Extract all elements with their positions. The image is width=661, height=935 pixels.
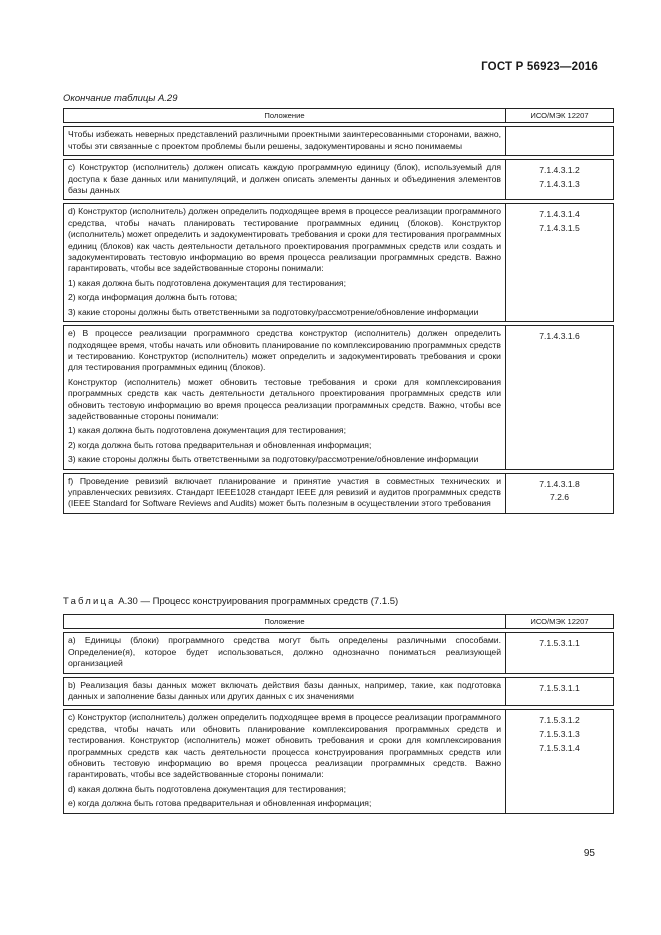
provision-cell — [64, 633, 506, 673]
provision-paragraph: Чтобы избежать неверных представлений различными проектными заинтересованными сторонами, важно, чтобы эти связанные с проектом проблемы были решены, задокументированы и ясно понимаемы — [68, 129, 501, 151]
provision-paragraph: е) когда должна быть готова предварительная и обновленная информация; — [68, 798, 372, 809]
provision-paragraph: с) Конструктор (исполнитель) должен определить подходящее время в процессе реализации программного средства, чтобы начать или обновить планирование комплексирования программных средств и тестирования. Конструктор (исполнитель) может обновить требования и сроки для комплексирования программных средств как часть деятельности процесса конструирования программных средств или обновить тестовую информацию во время процесса реализации программных средств. Важно гарантировать, чтобы все задействованные стороны понимали: — [68, 712, 501, 780]
provision-paragraph: d) какая должна быть подготовлена документация для тестирования; — [68, 783, 346, 794]
iso-clause-ref: 7.1.4.3.1.6 — [539, 331, 580, 342]
provision-paragraph: d) Конструктор (исполнитель) должен определить подходящее время в процессе реализации программного средства, чтобы начать планировать тестирование программных единиц (блоков). Конструктор (исполнитель) может определить и задокументировать требования и сроки для тестирования программных единиц (блоков) как часть деятельности детального проектирования программных средств или создать и задокументировать тестовую информацию во время процесса реализации программных средств. Важно гарантировать, чтобы все задействованные стороны понимали: — [68, 206, 501, 274]
table-row — [64, 710, 614, 813]
table-caption — [63, 596, 398, 607]
provision-paragraph: с) Конструктор (исполнитель) должен описать каждую программную единицу (блок), используемый для доступа к базе данных или манипуляций, и должен описать элементы данных и объединения элементов базы данных — [68, 162, 501, 196]
table-row — [64, 326, 614, 469]
iso-clause-ref: 7.1.4.3.1.5 — [539, 223, 580, 234]
provision-cell — [64, 326, 506, 469]
standard-designation: ГОСТ Р 56923—2016 — [481, 61, 598, 73]
iso-reference-cell — [506, 473, 614, 513]
provision-paragraph: 2) когда информация должна быть готова; — [68, 292, 238, 303]
provision-cell — [64, 677, 506, 706]
provision-cell — [64, 204, 506, 322]
provision-paragraph: 3) какие стороны должны быть ответственными за подготовку/рассмотрение/обновление информации — [68, 454, 479, 465]
iso-clause-ref: 7.1.5.3.1.3 — [539, 729, 580, 740]
provision-cell — [64, 473, 506, 513]
column-header-provision: Положение — [64, 615, 506, 629]
iso-reference-cell — [506, 710, 614, 813]
provision-paragraph: 3) какие стороны должны быть ответственными за подготовку/рассмотрение/обновление информации — [68, 306, 479, 317]
table-row — [64, 204, 614, 322]
table-a30 — [63, 614, 614, 814]
table-header-row — [64, 109, 614, 123]
iso-reference-cell — [506, 677, 614, 706]
iso-clause-ref: 7.1.5.3.1.1 — [539, 638, 580, 649]
iso-clause-ref: 7.1.5.3.1.1 — [539, 682, 580, 693]
column-header-iso: ИСО/МЭК 12207 — [506, 109, 614, 123]
column-header-provision: Положение — [64, 109, 506, 123]
iso-clause-ref: 7.1.4.3.1.8 — [539, 478, 580, 489]
provision-cell — [64, 160, 506, 200]
iso-reference-cell — [506, 326, 614, 469]
provision-paragraph: f) Проведение ревизий включает планирование и принятие участия в совместных технических и управленческих ревизиях. Стандарт IEEE1028 стандарт IEEE для ревизий и аудитов программных средств (IEEE Standard for Software Reviews and Audits) может быть полезным в осуществлении этого требования — [68, 475, 501, 509]
iso-reference-cell — [506, 633, 614, 673]
provision-paragraph: b) Реализация базы данных может включать действия базы данных, например, такие, как подготовка данных и заполнение базы данных или других данных с их значениями — [68, 679, 501, 702]
table-row — [64, 160, 614, 200]
table-continuation-label: Окончание таблицы А.29 — [63, 93, 178, 104]
iso-clause-ref: 7.1.4.3.1.3 — [539, 178, 580, 189]
provision-paragraph: 1) какая должна быть подготовлена документация для тестирования; — [68, 277, 346, 288]
iso-reference-cell — [506, 127, 614, 156]
iso-clause-ref: 7.1.4.3.1.2 — [539, 165, 580, 176]
iso-clause-ref: 7.1.5.3.1.4 — [539, 742, 580, 753]
provision-cell — [64, 127, 506, 156]
iso-reference-cell — [506, 204, 614, 322]
iso-clause-ref: 7.1.4.3.1.4 — [539, 209, 580, 220]
provision-cell — [64, 710, 506, 813]
table-row — [64, 127, 614, 156]
column-header-iso: ИСО/МЭК 12207 — [506, 615, 614, 629]
table-header-row — [64, 615, 614, 629]
provision-paragraph: е) В процессе реализации программного средства конструктор (исполнитель) должен определить подходящее время, чтобы начать или обновить планирование по комплексированию программных средств и тестированию. Конструктор (исполнитель) может определить и задокументировать требования и сроки для тестирования программных единиц (блоков). — [68, 328, 501, 373]
provision-paragraph: а) Единицы (блоки) программного средства могут быть определены различными способами. Определение(я), которое будет использоваться, должно однозначно пониматься реализующей организацией — [68, 635, 501, 669]
provision-paragraph: Конструктор (исполнитель) может обновить тестовые требования и сроки для комплексирования программных средств как часть деятельности детального проектирования программных средств или обновить тестовую информацию во время процесса реализации программных средств. Важно, чтобы все задействованные стороны понимали: — [68, 376, 501, 421]
table-row — [64, 633, 614, 673]
table-row — [64, 677, 614, 706]
iso-clause-ref: 7.2.6 — [549, 492, 570, 503]
table-caption-prefix: Таблица — [63, 596, 116, 607]
table-row — [64, 473, 614, 513]
page-number: 95 — [583, 848, 595, 859]
table-caption-title: А.30 — Процесс конструирования программных средств (7.1.5) — [115, 596, 399, 607]
iso-clause-ref: 7.1.5.3.1.2 — [539, 715, 580, 726]
provision-paragraph: 1) какая должна быть подготовлена документация для тестирования; — [68, 425, 346, 436]
iso-reference-cell — [506, 160, 614, 200]
table-a29 — [63, 108, 614, 514]
provision-paragraph: 2) когда должна быть готова предварительная и обновленная информация; — [68, 439, 372, 450]
